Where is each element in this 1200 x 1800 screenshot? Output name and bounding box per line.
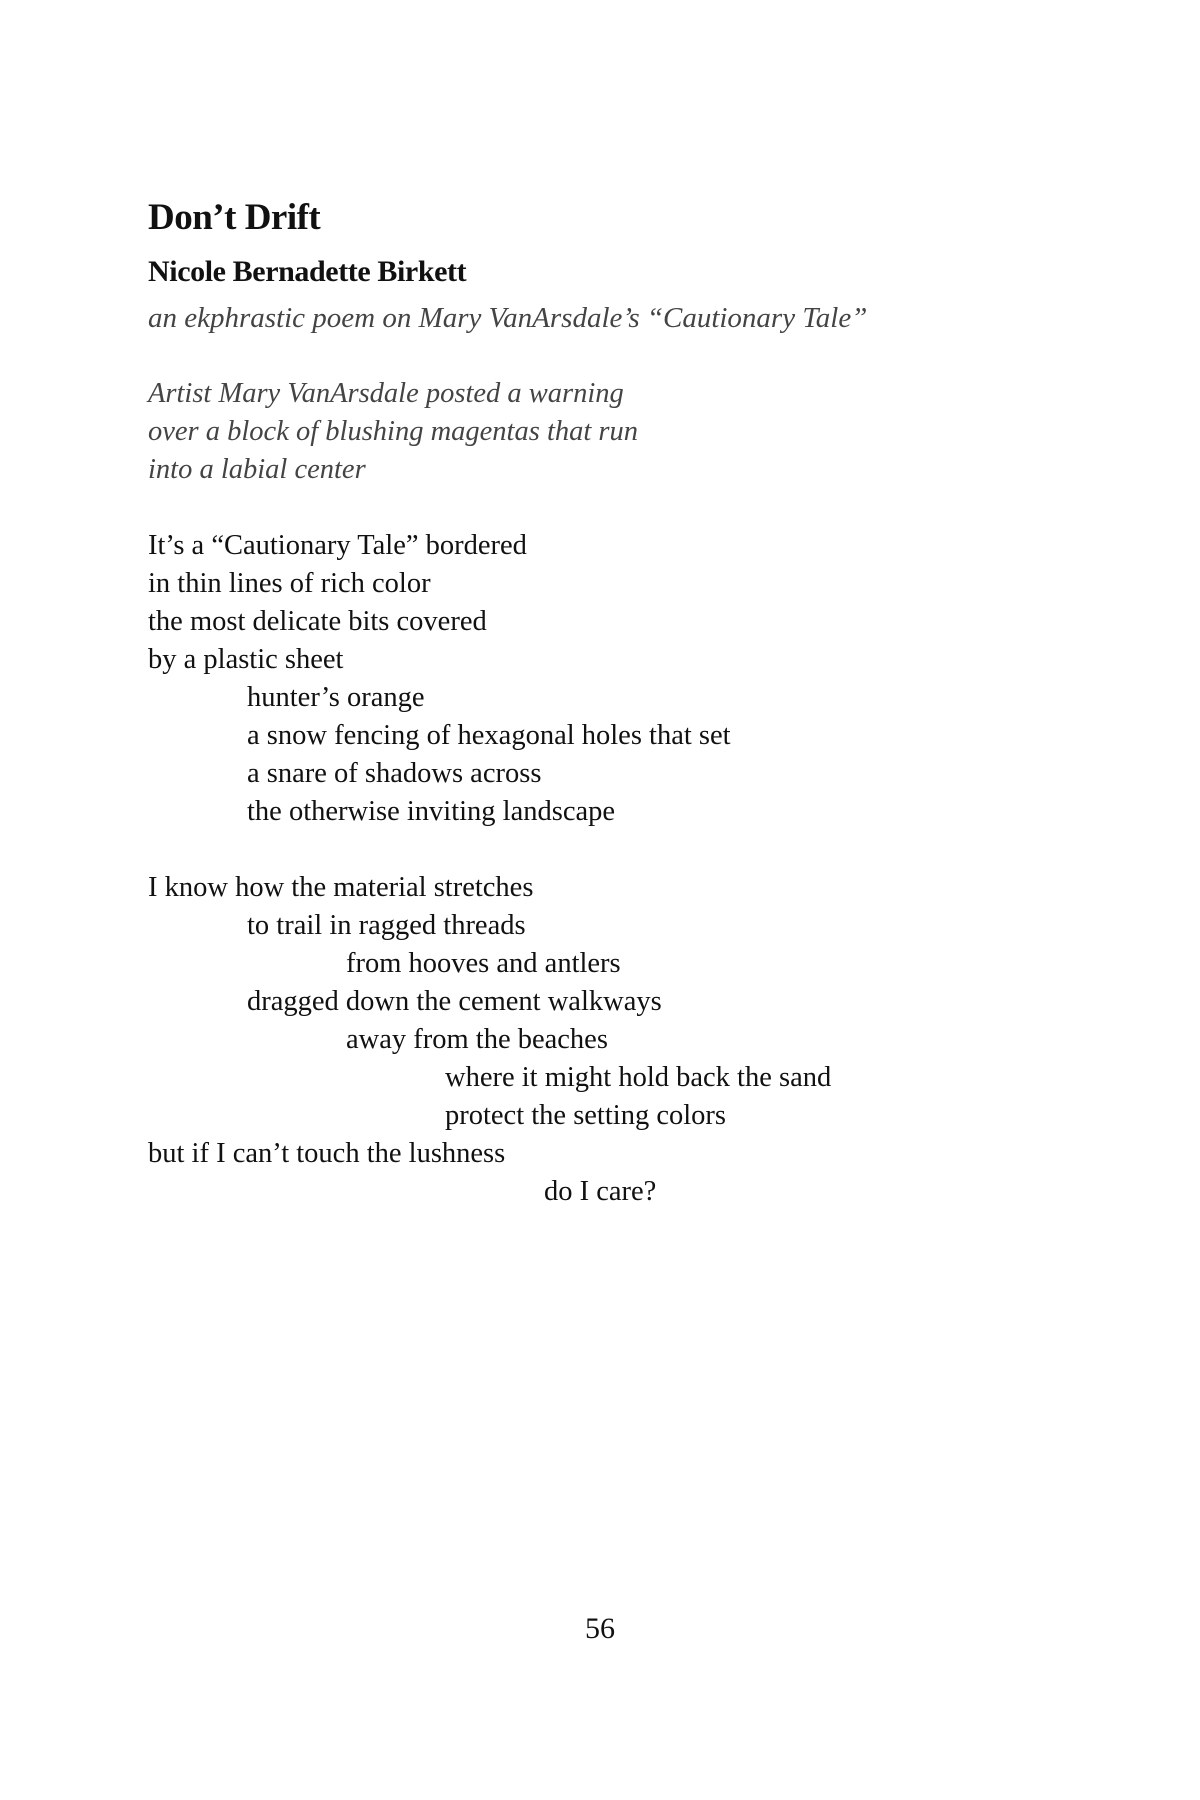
poem-line: but if I can’t touch the lushness: [148, 1138, 506, 1169]
poem-subtitle: an ekphrastic poem on Mary VanArsdale’s “Cautionary Tale”: [148, 302, 868, 334]
stanza-2: [148, 527, 731, 831]
poem-line: away from the beaches: [346, 1024, 608, 1055]
poem-line: protect the setting colors: [445, 1100, 726, 1131]
poem-line: in thin lines of rich color: [148, 568, 431, 599]
poem-line: a snare of shadows across: [247, 758, 542, 789]
poem-line: the most delicate bits covered: [148, 606, 487, 637]
poem-line: Artist Mary VanArsdale posted a warning: [148, 378, 624, 409]
poem-title: Don’t Drift: [148, 197, 321, 238]
poem-line: to trail in ragged threads: [247, 910, 526, 941]
poem-author: Nicole Bernadette Birkett: [148, 255, 467, 288]
poem-line: a snow fencing of hexagonal holes that set: [247, 720, 731, 751]
stanza-1: [148, 375, 638, 489]
page-number: 56: [585, 1612, 615, 1645]
poem-line: where it might hold back the sand: [445, 1062, 832, 1093]
poem-line: do I care?: [544, 1176, 657, 1207]
poem-line: dragged down the cement walkways: [247, 986, 662, 1017]
poem-line: over a block of blushing magentas that run: [148, 416, 638, 447]
poem-line: I know how the material stretches: [148, 872, 534, 903]
poem-line: the otherwise inviting landscape: [247, 796, 616, 827]
poem-line: It’s a “Cautionary Tale” bordered: [148, 530, 527, 561]
poem-line: into a labial center: [148, 454, 366, 485]
stanza-3: [148, 869, 831, 1211]
poem-line: by a plastic sheet: [148, 644, 344, 675]
poem-line: hunter’s orange: [247, 682, 425, 713]
poem-line: from hooves and antlers: [346, 948, 621, 979]
